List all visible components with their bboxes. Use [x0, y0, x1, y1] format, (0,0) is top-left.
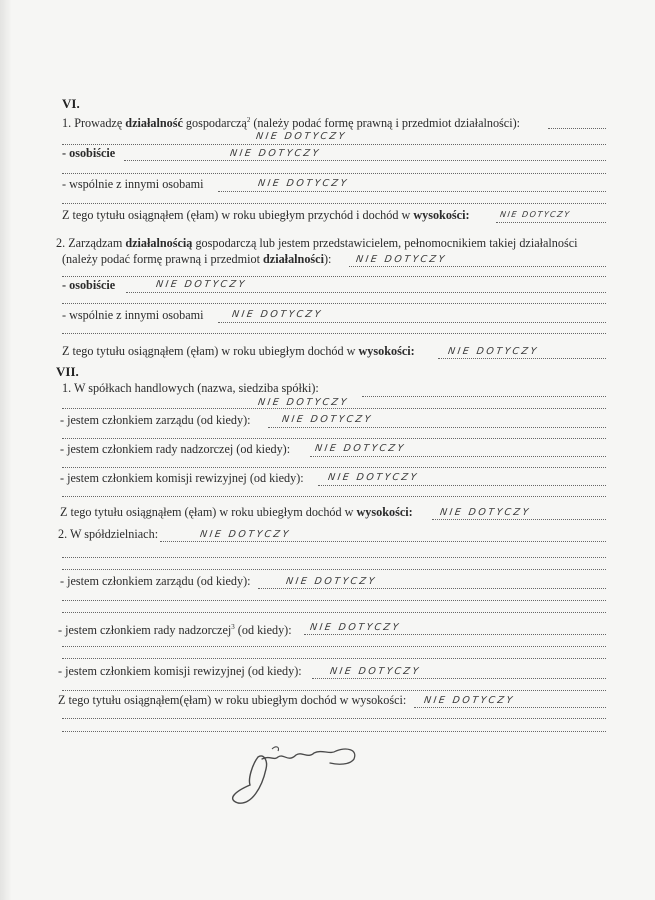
vii-q2-board-answer: NIE DOTYCZY	[285, 576, 378, 587]
vi-q2-question-line2: (należy podać formę prawną i przedmiot działalności):	[62, 252, 332, 266]
vii-q1-board-label: - jestem członkiem zarządu (od kiedy):	[60, 413, 251, 427]
vii-q2-extra-line-2	[62, 569, 606, 570]
vii-q2-extra-line	[62, 557, 606, 558]
vii-q2-extra-line-6	[62, 658, 606, 659]
vii-q2-supervisory-line	[304, 634, 606, 635]
vi-q1-extra-line-2	[62, 203, 606, 204]
vi-q1-income-line	[496, 222, 606, 223]
section-vii-heading: VII.	[56, 364, 79, 379]
vii-q1-supervisory-label: - jestem członkiem rady nadzorczej (od kiedy):	[60, 442, 291, 456]
vii-q2-extra-line-3	[62, 600, 606, 601]
vii-q1-income: Z tego tytułu osiągnąłem (ęłam) w roku ubiegłym dochód w wysokości:	[60, 505, 413, 519]
vi-q1-jointly-line	[218, 191, 606, 192]
vii-q2-question: 2. W spółdzielniach:	[58, 527, 159, 541]
vii-q1-answer: NIE DOTYCZY	[257, 397, 350, 408]
vii-q2-board-label: - jestem członkiem zarządu (od kiedy):	[60, 574, 251, 588]
vi-q2-personally-label: - osobiście	[62, 278, 116, 292]
vii-q2-board-line	[258, 588, 606, 589]
vii-q1-income-line	[432, 519, 606, 520]
vii-q1-supervisory-line	[310, 456, 606, 457]
vii-q1-audit-label: - jestem członkiem komisji rewizyjnej (od kiedy):	[60, 471, 304, 485]
vii-q1-audit-answer: NIE DOTYCZY	[327, 472, 420, 483]
vi-q2-income-answer: NIE DOTYCZY	[447, 346, 540, 357]
scan-edge-shadow	[0, 0, 12, 900]
vi-q2-extra-line-2	[62, 303, 606, 304]
vi-q2-income-line	[438, 358, 606, 359]
vi-q1-extra-line	[62, 173, 606, 174]
vi-q2-personally-line	[126, 292, 606, 293]
vii-q2-audit-line	[312, 678, 606, 679]
vii-q1-supervisory-answer: NIE DOTYCZY	[314, 443, 407, 454]
vi-q1-question: 1. Prowadzę działalność gospodarczą$^2$ (należy podać formę prawną i przedmiot działalności):	[62, 116, 521, 131]
vi-q1-personally-line	[124, 160, 606, 161]
vii-q1-extra-line	[62, 438, 606, 439]
vi-q1-answer: NIE DOTYCZY	[255, 131, 348, 142]
vii-q1-board-line	[268, 427, 606, 428]
vi-q2-extra-line	[62, 276, 606, 277]
vi-q1-jointly-answer: NIE DOTYCZY	[257, 178, 350, 189]
vi-q1-personally-label: - osobiście	[62, 146, 116, 160]
vii-q2-extra-line-8	[62, 718, 606, 719]
vii-q1-board-answer: NIE DOTYCZY	[281, 414, 374, 425]
vi-q1-dotline	[548, 128, 606, 129]
vi-q2-question: 2. Zarządzam działalnością gospodarczą lub jestem przedstawicielem, pełnomocnikiem takiej działalności	[56, 236, 578, 250]
vi-q2-jointly-line	[218, 322, 606, 323]
vii-q1-audit-line	[318, 485, 606, 486]
vii-q2-income: Z tego tytułu osiągnąłem(ęłam) w roku ubiegłym dochód w wysokości:	[58, 693, 407, 707]
vii-q2-audit-label: - jestem członkiem komisji rewizyjnej (od kiedy):	[58, 664, 302, 678]
vii-q2-extra-line-9	[62, 731, 606, 732]
vii-q1-income-answer: NIE DOTYCZY	[439, 507, 532, 518]
vi-q2-extra-line-3	[62, 333, 606, 334]
vi-q1-jointly-label: - wspólnie z innymi osobami	[62, 177, 204, 191]
vii-q1-extra-line-3	[62, 496, 606, 497]
vii-q2-audit-answer: NIE DOTYCZY	[329, 666, 422, 677]
vii-q2-supervisory-label: - jestem członkiem rady nadzorczej$^3$ (od kiedy):	[58, 623, 292, 638]
vii-q2-extra-line-5	[62, 646, 606, 647]
vi-q2-jointly-answer: NIE DOTYCZY	[231, 309, 324, 320]
vi-q1-income: Z tego tytułu osiągnąłem (ęłam) w roku ubiegłym przychód i dochód w wysokości:	[62, 208, 470, 222]
vi-q1-income-answer: NIE DOTYCZY	[499, 210, 572, 219]
vi-q1-answer-line	[62, 144, 606, 145]
vii-q2-income-answer: NIE DOTYCZY	[423, 695, 516, 706]
vi-q2-personally-answer: NIE DOTYCZY	[155, 279, 248, 290]
vii-q1-answer-line	[62, 408, 606, 409]
vi-q1-personally-answer: NIE DOTYCZY	[229, 148, 322, 159]
vi-q2-income: Z tego tytułu osiągnąłem (ęłam) w roku ubiegłym dochód w wysokości:	[62, 344, 415, 358]
vii-q1-question: 1. W spółkach handlowych (nazwa, siedziba spółki):	[62, 381, 319, 395]
vii-q2-answer: NIE DOTYCZY	[199, 529, 292, 540]
vii-q2-supervisory-answer: NIE DOTYCZY	[309, 622, 402, 633]
vii-q2-income-line	[414, 707, 606, 708]
vi-q2-answer: NIE DOTYCZY	[355, 254, 448, 265]
signature-image	[218, 735, 368, 805]
vi-q2-answer-line	[349, 266, 606, 267]
vii-q1-dotline	[362, 396, 606, 397]
vi-q2-jointly-label: - wspólnie z innymi osobami	[62, 308, 204, 322]
vii-q2-extra-line-7	[62, 690, 606, 691]
vii-q1-extra-line-2	[62, 467, 606, 468]
vii-q2-extra-line-4	[62, 612, 606, 613]
section-vi-heading: VI.	[62, 96, 80, 111]
vii-q2-answer-line	[160, 541, 606, 542]
